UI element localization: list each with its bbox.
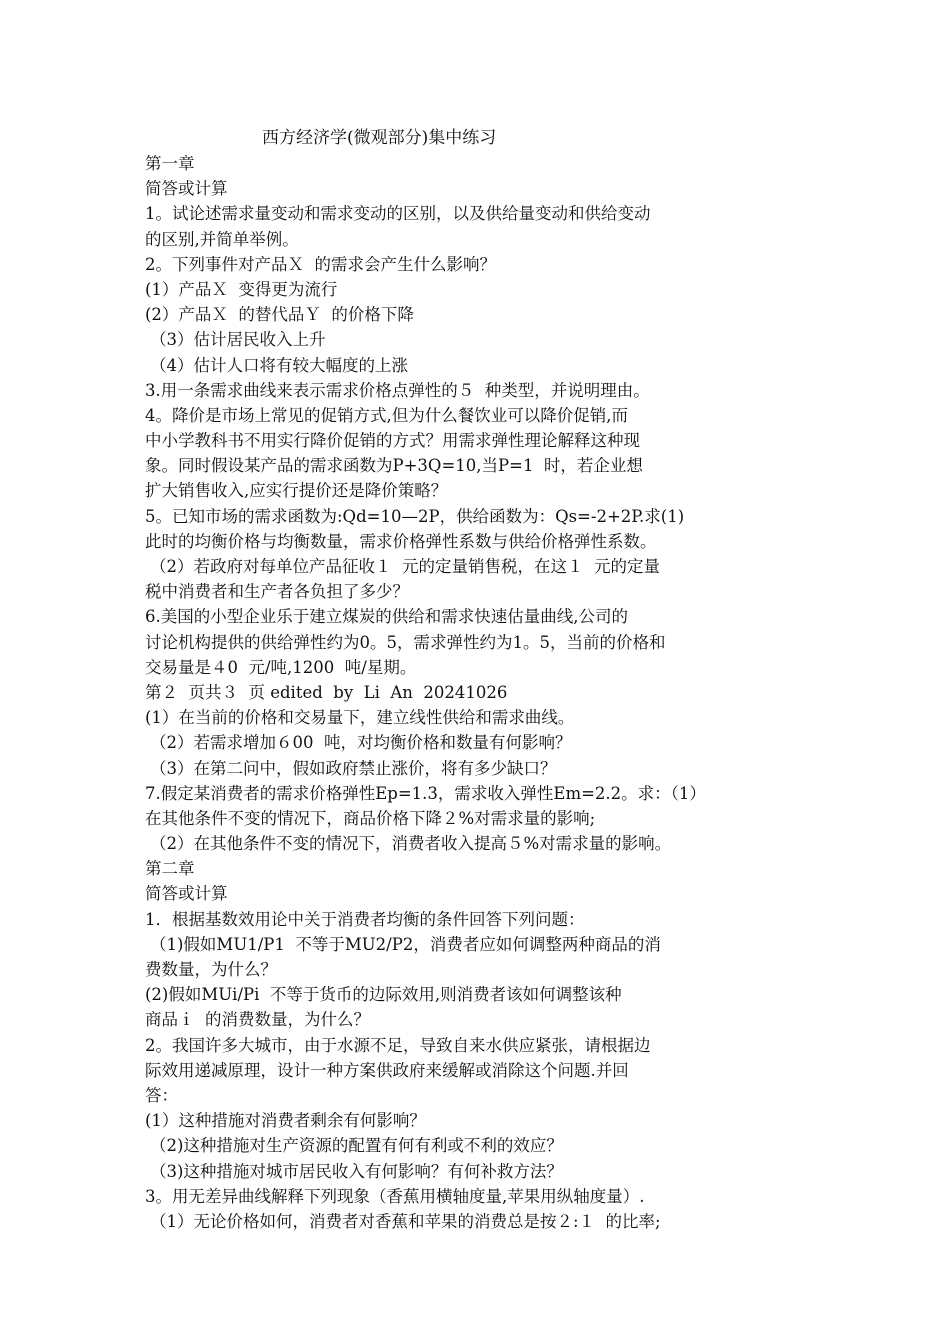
- text-line: 第二章: [145, 859, 195, 879]
- document-title: 西方经济学(微观部分)集中练习: [262, 128, 497, 148]
- text-line: 税中消费者和生产者各负担了多少？: [145, 582, 409, 602]
- text-line: 费数量，为什么？: [145, 960, 277, 979]
- text-line: （4）估计人口将有较大幅度的上涨: [150, 355, 408, 375]
- text-line: （2）若政府对每单位产品征收１ 元的定量销售税，在这１ 元的定量: [150, 557, 660, 576]
- text-line: （3）估计居民收入上升: [150, 330, 326, 350]
- text-line: 7.假定某消费者的需求价格弹性Ep=1.3，需求收入弹性Em=2.2。求：（1）: [145, 783, 706, 803]
- text-line: (2)假如MUi/Pi 不等于货币的边际效用,则消费者该如何调整该种: [145, 985, 622, 1005]
- text-line: 答：: [145, 1085, 178, 1105]
- text-line: 5。已知市场的需求函数为:Qd=10—2P，供给函数为：Qs=-2+2P.求(1): [145, 506, 685, 526]
- text-line: （1)假如MU1/P1 不等于MU2/P2，消费者应如何调整两种商品的消: [150, 934, 661, 954]
- text-line: 的区别,并简单举例。: [145, 229, 299, 249]
- text-line: 2。我国许多大城市，由于水源不足，导致自来水供应紧张，请根据边: [145, 1035, 651, 1055]
- text-line: 2。下列事件对产品Ｘ 的需求会产生什么影响？: [145, 254, 496, 274]
- text-line: 中小学教科书不用实行降价促销的方式？用需求弹性理论解释这种现: [145, 431, 640, 451]
- text-line: 际效用递减原理，设计一种方案供政府来缓解或消除这个问题.并回: [145, 1060, 629, 1080]
- text-line: 第２ 页共３ 页 edited by Li An 20241026: [145, 682, 508, 702]
- text-line: （3）在第二问中，假如政府禁止涨价，将有多少缺口？: [150, 758, 557, 778]
- text-line: 1。试论述需求量变动和需求变动的区别，以及供给量变动和供给变动: [145, 204, 651, 224]
- text-line: 3.用一条需求曲线来表示需求价格点弹性的５ 种类型，并说明理由。: [145, 380, 650, 400]
- text-line: 简答或计算: [145, 884, 228, 904]
- text-line: 象。同时假设某产品的需求函数为P+3Q=10,当P=1 时，若企业想: [145, 456, 643, 476]
- text-line: （3)这种措施对城市居民收入有何影响？有何补救方法？: [150, 1161, 563, 1181]
- text-line: （2)这种措施对生产资源的配置有何有利或不利的效应？: [150, 1136, 563, 1156]
- text-line: 交易量是４0 元/吨,1200 吨/星期。: [145, 657, 417, 677]
- text-line: 简答或计算: [145, 179, 228, 199]
- text-line: 讨论机构提供的供给弹性约为0。5，需求弹性约为1。5，当前的价格和: [145, 632, 666, 652]
- document-body: [145, 151, 935, 1234]
- text-line: 扩大销售收入,应实行提价还是降价策略？: [145, 481, 448, 501]
- text-line: (1）在当前的价格和交易量下，建立线性供给和需求曲线。: [145, 708, 575, 728]
- text-line: （2）若需求增加６00 吨，对均衡价格和数量有何影响？: [150, 733, 572, 753]
- text-line: (2）产品Ｘ 的替代品Ｙ 的价格下降: [145, 305, 414, 325]
- text-line: 在其他条件不变的情况下，商品价格下降２%对需求量的影响;: [145, 808, 596, 828]
- text-line: （1）无论价格如何，消费者对香蕉和苹果的消费总是按２:１ 的比率;: [150, 1211, 661, 1231]
- text-line: 此时的均衡价格与均衡数量，需求价格弹性系数与供给价格弹性系数。: [145, 531, 657, 551]
- text-line: 3。用无差异曲线解释下列现象（香蕉用横轴度量,苹果用纵轴度量）.: [145, 1186, 645, 1206]
- text-line: 第一章: [145, 154, 195, 173]
- text-line: 商品ｉ 的消费数量，为什么？: [145, 1010, 370, 1030]
- text-line: (1）产品Ｘ 变得更为流行: [145, 279, 338, 299]
- text-line: 1．根据基数效用论中关于消费者均衡的条件回答下列问题：: [145, 909, 585, 929]
- text-line: 4。降价是市场上常见的促销方式,但为什么餐饮业可以降价促销,而: [145, 405, 628, 425]
- text-line: （2）在其他条件不变的情况下，消费者收入提高５%对需求量的影响。: [150, 834, 672, 854]
- text-line: 6.美国的小型企业乐于建立煤炭的供给和需求快速估量曲线,公司的: [145, 607, 628, 627]
- text-line: (1）这种措施对消费者剩余有何影响？: [145, 1111, 426, 1131]
